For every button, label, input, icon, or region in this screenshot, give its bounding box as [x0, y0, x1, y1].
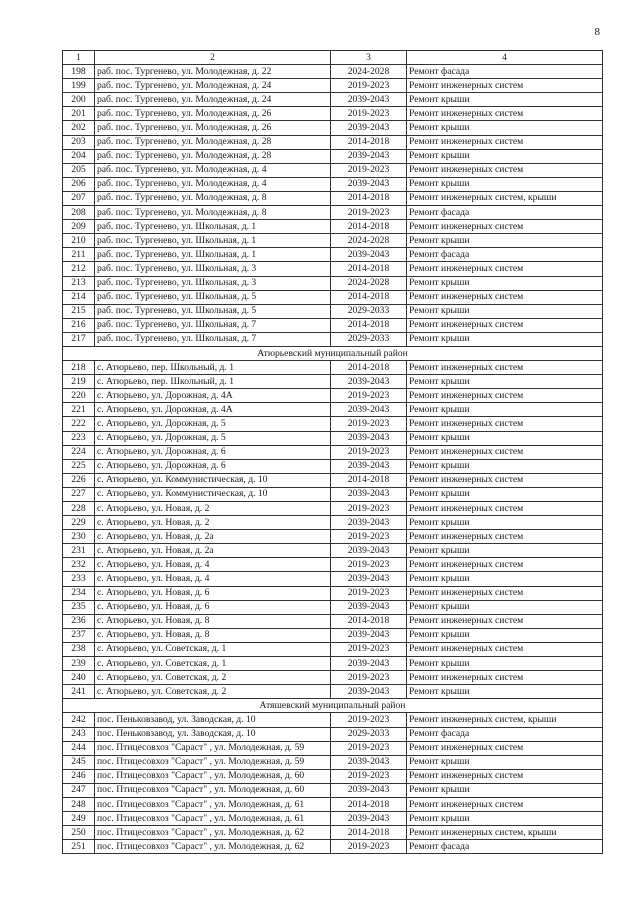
work-type-cell: Ремонт крыши	[407, 332, 603, 346]
table-row	[63, 93, 603, 107]
address-cell: с. Атюрьево, пер. Школьный, д. 1	[95, 361, 331, 375]
address-cell: с. Атюрьево, ул. Новая, д. 2а	[95, 530, 331, 544]
row-number-cell: 239	[63, 657, 95, 671]
work-type-cell: Ремонт крыши	[407, 487, 603, 501]
table-row	[63, 375, 603, 389]
table-row	[63, 206, 603, 220]
address-cell: с. Атюрьево, ул. Советская, д. 1	[95, 657, 331, 671]
address-cell: раб. пос. Тургенево, ул. Молодежная, д. 8	[95, 206, 331, 220]
address-cell: пос. Птицесовхоз "Сараст" , ул. Молодежная, д. 62	[95, 826, 331, 840]
period-cell: 2039-2043	[331, 93, 407, 107]
table-row	[63, 487, 603, 501]
table-row	[63, 713, 603, 727]
period-cell: 2024-2028	[331, 65, 407, 79]
row-number-cell: 214	[63, 290, 95, 304]
period-cell: 2039-2043	[331, 544, 407, 558]
row-number-cell: 230	[63, 530, 95, 544]
table-row	[63, 79, 603, 93]
row-number-cell: 200	[63, 93, 95, 107]
work-type-cell: Ремонт инженерных систем	[407, 671, 603, 685]
row-number-cell: 204	[63, 149, 95, 163]
work-type-cell: Ремонт инженерных систем	[407, 558, 603, 572]
period-cell: 2039-2043	[331, 657, 407, 671]
work-type-cell: Ремонт фасада	[407, 206, 603, 220]
period-cell: 2039-2043	[331, 375, 407, 389]
address-cell: с. Атюрьево, ул. Новая, д. 4	[95, 572, 331, 586]
table-row	[63, 755, 603, 769]
address-cell: с. Атюрьево, ул. Новая, д. 8	[95, 614, 331, 628]
period-cell: 2019-2023	[331, 163, 407, 177]
period-cell: 2039-2043	[331, 149, 407, 163]
period-cell: 2014-2018	[331, 473, 407, 487]
address-cell: пос. Птицесовхоз "Сараст" , ул. Молодежная, д. 61	[95, 812, 331, 826]
work-type-cell: Ремонт фасада	[407, 840, 603, 854]
row-number-cell: 247	[63, 783, 95, 797]
table-row	[63, 642, 603, 656]
row-number-cell: 208	[63, 206, 95, 220]
period-cell: 2039-2043	[331, 812, 407, 826]
period-cell: 2019-2023	[331, 107, 407, 121]
row-number-cell: 199	[63, 79, 95, 93]
row-number-cell: 216	[63, 318, 95, 332]
table-row	[63, 544, 603, 558]
table-row	[63, 812, 603, 826]
work-type-cell: Ремонт крыши	[407, 783, 603, 797]
table-row	[63, 290, 603, 304]
address-cell: пос. Птицесовхоз "Сараст" , ул. Молодежная, д. 59	[95, 741, 331, 755]
address-cell: с. Атюрьево, ул. Дорожная, д. 5	[95, 431, 331, 445]
table-row	[63, 657, 603, 671]
work-type-cell: Ремонт крыши	[407, 93, 603, 107]
work-type-cell: Ремонт инженерных систем	[407, 135, 603, 149]
period-cell: 2039-2043	[331, 755, 407, 769]
row-number-cell: 201	[63, 107, 95, 121]
address-cell: пос. Птицесовхоз "Сараст" , ул. Молодежная, д. 62	[95, 840, 331, 854]
period-cell: 2014-2018	[331, 361, 407, 375]
period-cell: 2039-2043	[331, 487, 407, 501]
period-cell: 2039-2043	[331, 783, 407, 797]
work-type-cell: Ремонт инженерных систем	[407, 163, 603, 177]
address-cell: с. Атюрьево, ул. Новая, д. 6	[95, 600, 331, 614]
period-cell: 2014-2018	[331, 797, 407, 811]
table-row	[63, 797, 603, 811]
row-number-cell: 211	[63, 248, 95, 262]
period-cell: 2024-2028	[331, 234, 407, 248]
row-number-cell: 238	[63, 642, 95, 656]
row-number-cell: 227	[63, 487, 95, 501]
address-cell: раб. пос. Тургенево, ул. Молодежная, д. 28	[95, 135, 331, 149]
period-cell: 2019-2023	[331, 769, 407, 783]
table-row	[63, 558, 603, 572]
row-number-cell: 242	[63, 713, 95, 727]
address-cell: пос. Пеньковзавод, ул. Заводская, д. 10	[95, 727, 331, 741]
address-cell: раб. пос. Тургенево, ул. Школьная, д. 7	[95, 318, 331, 332]
row-number-cell: 213	[63, 276, 95, 290]
row-number-cell: 244	[63, 741, 95, 755]
row-number-cell: 236	[63, 614, 95, 628]
period-cell: 2039-2043	[331, 459, 407, 473]
period-cell: 2014-2018	[331, 614, 407, 628]
row-number-cell: 207	[63, 191, 95, 205]
table-row	[63, 685, 603, 699]
work-type-cell: Ремонт крыши	[407, 121, 603, 135]
table-row	[63, 318, 603, 332]
address-cell: раб. пос. Тургенево, ул. Школьная, д. 3	[95, 276, 331, 290]
address-cell: раб. пос. Тургенево, ул. Школьная, д. 1	[95, 248, 331, 262]
table-row	[63, 502, 603, 516]
table-row	[63, 459, 603, 473]
period-cell: 2019-2023	[331, 79, 407, 93]
period-cell: 2019-2023	[331, 840, 407, 854]
address-cell: раб. пос. Тургенево, ул. Школьная, д. 7	[95, 332, 331, 346]
work-type-cell: Ремонт крыши	[407, 600, 603, 614]
district-row	[63, 699, 603, 713]
row-number-cell: 245	[63, 755, 95, 769]
work-type-cell: Ремонт инженерных систем	[407, 318, 603, 332]
column-header-2: 2	[95, 51, 331, 65]
table-header-row	[63, 51, 603, 65]
address-cell: раб. пос. Тургенево, ул. Школьная, д. 5	[95, 290, 331, 304]
page-number: 8	[594, 26, 600, 38]
row-number-cell: 225	[63, 459, 95, 473]
address-cell: пос. Пеньковзавод, ул. Заводская, д. 10	[95, 713, 331, 727]
table-row	[63, 220, 603, 234]
work-type-cell: Ремонт крыши	[407, 544, 603, 558]
row-number-cell: 209	[63, 220, 95, 234]
table-row	[63, 149, 603, 163]
period-cell: 2039-2043	[331, 177, 407, 191]
column-header-1: 1	[63, 51, 95, 65]
period-cell: 2029-2033	[331, 727, 407, 741]
period-cell: 2039-2043	[331, 121, 407, 135]
row-number-cell: 220	[63, 389, 95, 403]
address-cell: с. Атюрьево, ул. Дорожная, д. 4А	[95, 389, 331, 403]
work-type-cell: Ремонт инженерных систем	[407, 389, 603, 403]
table-row	[63, 121, 603, 135]
address-cell: с. Атюрьево, ул. Коммунистическая, д. 10	[95, 487, 331, 501]
table-row	[63, 572, 603, 586]
row-number-cell: 249	[63, 812, 95, 826]
work-type-cell: Ремонт крыши	[407, 572, 603, 586]
address-cell: раб. пос. Тургенево, ул. Молодежная, д. 4	[95, 163, 331, 177]
address-cell: с. Атюрьево, ул. Коммунистическая, д. 10	[95, 473, 331, 487]
address-cell: с. Атюрьево, ул. Новая, д. 8	[95, 628, 331, 642]
period-cell: 2019-2023	[331, 417, 407, 431]
district-heading: Атюрьевский муниципальный район	[63, 346, 603, 360]
table-row	[63, 431, 603, 445]
address-cell: раб. пос. Тургенево, ул. Молодежная, д. 24	[95, 79, 331, 93]
table-row	[63, 769, 603, 783]
period-cell: 2019-2023	[331, 586, 407, 600]
period-cell: 2029-2033	[331, 304, 407, 318]
period-cell: 2029-2033	[331, 332, 407, 346]
table-row	[63, 516, 603, 530]
work-type-cell: Ремонт фасада	[407, 65, 603, 79]
work-type-cell: Ремонт крыши	[407, 276, 603, 290]
row-number-cell: 237	[63, 628, 95, 642]
period-cell: 2039-2043	[331, 628, 407, 642]
table-row	[63, 276, 603, 290]
address-cell: пос. Птицесовхоз "Сараст" , ул. Молодежная, д. 59	[95, 755, 331, 769]
address-cell: пос. Птицесовхоз "Сараст" , ул. Молодежная, д. 61	[95, 797, 331, 811]
row-number-cell: 218	[63, 361, 95, 375]
period-cell: 2019-2023	[331, 502, 407, 516]
work-type-cell: Ремонт крыши	[407, 459, 603, 473]
address-cell: с. Атюрьево, ул. Новая, д. 2а	[95, 544, 331, 558]
work-type-cell: Ремонт крыши	[407, 516, 603, 530]
address-cell: с. Атюрьево, ул. Советская, д. 2	[95, 671, 331, 685]
row-number-cell: 232	[63, 558, 95, 572]
period-cell: 2014-2018	[331, 826, 407, 840]
period-cell: 2039-2043	[331, 600, 407, 614]
work-type-cell: Ремонт инженерных систем, крыши	[407, 191, 603, 205]
table-row	[63, 361, 603, 375]
period-cell: 2014-2018	[331, 262, 407, 276]
row-number-cell: 202	[63, 121, 95, 135]
table-row	[63, 741, 603, 755]
table-row	[63, 417, 603, 431]
work-type-cell: Ремонт инженерных систем	[407, 473, 603, 487]
work-type-cell: Ремонт инженерных систем, крыши	[407, 713, 603, 727]
work-type-cell: Ремонт крыши	[407, 812, 603, 826]
table-row	[63, 248, 603, 262]
address-cell: раб. пос. Тургенево, ул. Молодежная, д. 26	[95, 121, 331, 135]
period-cell: 2014-2018	[331, 220, 407, 234]
row-number-cell: 198	[63, 65, 95, 79]
work-type-cell: Ремонт инженерных систем	[407, 107, 603, 121]
address-cell: с. Атюрьево, ул. Советская, д. 1	[95, 642, 331, 656]
work-type-cell: Ремонт крыши	[407, 149, 603, 163]
work-type-cell: Ремонт инженерных систем	[407, 741, 603, 755]
district-row	[63, 346, 603, 360]
table-row	[63, 163, 603, 177]
row-number-cell: 221	[63, 403, 95, 417]
table-row	[63, 445, 603, 459]
work-type-cell: Ремонт инженерных систем	[407, 417, 603, 431]
table-row	[63, 586, 603, 600]
work-type-cell: Ремонт инженерных систем	[407, 79, 603, 93]
work-type-cell: Ремонт инженерных систем	[407, 502, 603, 516]
address-cell: с. Атюрьево, ул. Дорожная, д. 6	[95, 445, 331, 459]
column-header-4: 4	[407, 51, 603, 65]
row-number-cell: 231	[63, 544, 95, 558]
work-type-cell: Ремонт инженерных систем	[407, 797, 603, 811]
period-cell: 2014-2018	[331, 135, 407, 149]
row-number-cell: 223	[63, 431, 95, 445]
address-cell: с. Атюрьево, пер. Школьный, д. 1	[95, 375, 331, 389]
table-row	[63, 727, 603, 741]
address-cell: пос. Птицесовхоз "Сараст" , ул. Молодежная, д. 60	[95, 783, 331, 797]
column-header-3: 3	[331, 51, 407, 65]
row-number-cell: 226	[63, 473, 95, 487]
table-row	[63, 614, 603, 628]
period-cell: 2014-2018	[331, 290, 407, 304]
table-row	[63, 628, 603, 642]
address-cell: с. Атюрьево, ул. Новая, д. 2	[95, 516, 331, 530]
work-type-cell: Ремонт крыши	[407, 657, 603, 671]
table-row	[63, 332, 603, 346]
row-number-cell: 233	[63, 572, 95, 586]
row-number-cell: 205	[63, 163, 95, 177]
address-cell: раб. пос. Тургенево, ул. Школьная, д. 1	[95, 220, 331, 234]
work-type-cell: Ремонт инженерных систем	[407, 614, 603, 628]
period-cell: 2019-2023	[331, 530, 407, 544]
table-row	[63, 234, 603, 248]
table-row	[63, 389, 603, 403]
address-cell: с. Атюрьево, ул. Дорожная, д. 5	[95, 417, 331, 431]
period-cell: 2039-2043	[331, 516, 407, 530]
row-number-cell: 246	[63, 769, 95, 783]
work-type-cell: Ремонт инженерных систем, крыши	[407, 826, 603, 840]
address-cell: с. Атюрьево, ул. Дорожная, д. 4А	[95, 403, 331, 417]
address-cell: с. Атюрьево, ул. Дорожная, д. 6	[95, 459, 331, 473]
address-cell: раб. пос. Тургенево, ул. Молодежная, д. 4	[95, 177, 331, 191]
row-number-cell: 224	[63, 445, 95, 459]
address-cell: раб. пос. Тургенево, ул. Молодежная, д. 8	[95, 191, 331, 205]
row-number-cell: 217	[63, 332, 95, 346]
period-cell: 2039-2043	[331, 685, 407, 699]
row-number-cell: 234	[63, 586, 95, 600]
row-number-cell: 210	[63, 234, 95, 248]
table-row	[63, 530, 603, 544]
address-cell: раб. пос. Тургенево, ул. Школьная, д. 1	[95, 234, 331, 248]
row-number-cell: 235	[63, 600, 95, 614]
period-cell: 2019-2023	[331, 741, 407, 755]
table-row	[63, 403, 603, 417]
address-cell: раб. пос. Тургенево, ул. Молодежная, д. 24	[95, 93, 331, 107]
work-type-cell: Ремонт инженерных систем	[407, 530, 603, 544]
address-cell: раб. пос. Тургенево, ул. Молодежная, д. 22	[95, 65, 331, 79]
period-cell: 2019-2023	[331, 558, 407, 572]
address-cell: раб. пос. Тургенево, ул. Школьная, д. 3	[95, 262, 331, 276]
table-row	[63, 262, 603, 276]
row-number-cell: 250	[63, 826, 95, 840]
table-row	[63, 473, 603, 487]
period-cell: 2019-2023	[331, 445, 407, 459]
row-number-cell: 222	[63, 417, 95, 431]
period-cell: 2039-2043	[331, 431, 407, 445]
row-number-cell: 248	[63, 797, 95, 811]
work-type-cell: Ремонт крыши	[407, 685, 603, 699]
work-type-cell: Ремонт крыши	[407, 375, 603, 389]
work-type-cell: Ремонт крыши	[407, 177, 603, 191]
row-number-cell: 229	[63, 516, 95, 530]
table-row	[63, 304, 603, 318]
period-cell: 2024-2028	[331, 276, 407, 290]
work-type-cell: Ремонт крыши	[407, 431, 603, 445]
work-type-cell: Ремонт инженерных систем	[407, 445, 603, 459]
work-type-cell: Ремонт инженерных систем	[407, 262, 603, 276]
period-cell: 2014-2018	[331, 191, 407, 205]
row-number-cell: 251	[63, 840, 95, 854]
table-row	[63, 671, 603, 685]
row-number-cell: 219	[63, 375, 95, 389]
table-row	[63, 600, 603, 614]
work-type-cell: Ремонт инженерных систем	[407, 290, 603, 304]
period-cell: 2039-2043	[331, 403, 407, 417]
work-type-cell: Ремонт крыши	[407, 755, 603, 769]
row-number-cell: 212	[63, 262, 95, 276]
row-number-cell: 240	[63, 671, 95, 685]
work-type-cell: Ремонт инженерных систем	[407, 361, 603, 375]
table-row	[63, 840, 603, 854]
work-type-cell: Ремонт крыши	[407, 403, 603, 417]
row-number-cell: 215	[63, 304, 95, 318]
work-type-cell: Ремонт инженерных систем	[407, 769, 603, 783]
table-row	[63, 191, 603, 205]
period-cell: 2019-2023	[331, 713, 407, 727]
address-cell: раб. пос. Тургенево, ул. Молодежная, д. 28	[95, 149, 331, 163]
repair-schedule-table	[62, 50, 603, 854]
work-type-cell: Ремонт фасада	[407, 727, 603, 741]
row-number-cell: 228	[63, 502, 95, 516]
period-cell: 2039-2043	[331, 248, 407, 262]
table-row	[63, 107, 603, 121]
address-cell: раб. пос. Тургенево, ул. Школьная, д. 5	[95, 304, 331, 318]
district-heading: Атяшевский муниципальный район	[63, 699, 603, 713]
address-cell: с. Атюрьево, ул. Советская, д. 2	[95, 685, 331, 699]
address-cell: с. Атюрьево, ул. Новая, д. 2	[95, 502, 331, 516]
table-body	[63, 65, 603, 854]
table-row	[63, 783, 603, 797]
table-row	[63, 135, 603, 149]
work-type-cell: Ремонт инженерных систем	[407, 642, 603, 656]
address-cell: с. Атюрьево, ул. Новая, д. 6	[95, 586, 331, 600]
address-cell: с. Атюрьево, ул. Новая, д. 4	[95, 558, 331, 572]
row-number-cell: 206	[63, 177, 95, 191]
work-type-cell: Ремонт инженерных систем	[407, 220, 603, 234]
period-cell: 2039-2043	[331, 572, 407, 586]
work-type-cell: Ремонт фасада	[407, 248, 603, 262]
row-number-cell: 203	[63, 135, 95, 149]
table-row	[63, 826, 603, 840]
address-cell: пос. Птицесовхоз "Сараст" , ул. Молодежная, д. 60	[95, 769, 331, 783]
period-cell: 2019-2023	[331, 389, 407, 403]
row-number-cell: 241	[63, 685, 95, 699]
period-cell: 2014-2018	[331, 318, 407, 332]
work-type-cell: Ремонт крыши	[407, 304, 603, 318]
work-type-cell: Ремонт крыши	[407, 234, 603, 248]
work-type-cell: Ремонт крыши	[407, 628, 603, 642]
period-cell: 2019-2023	[331, 642, 407, 656]
work-type-cell: Ремонт инженерных систем	[407, 586, 603, 600]
period-cell: 2019-2023	[331, 671, 407, 685]
period-cell: 2019-2023	[331, 206, 407, 220]
address-cell: раб. пос. Тургенево, ул. Молодежная, д. 26	[95, 107, 331, 121]
table-row	[63, 177, 603, 191]
table-row	[63, 65, 603, 79]
row-number-cell: 243	[63, 727, 95, 741]
